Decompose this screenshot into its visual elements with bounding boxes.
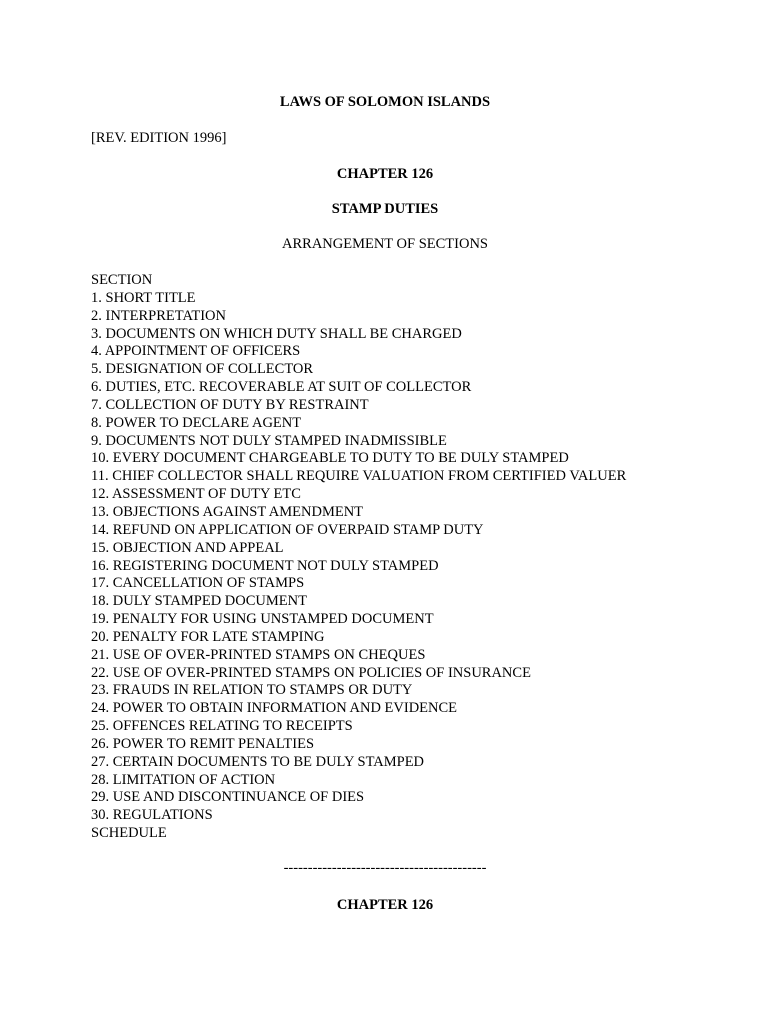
section-item: 26. POWER TO REMIT PENALTIES xyxy=(91,735,315,752)
section-item: 21. USE OF OVER-PRINTED STAMPS ON CHEQUES xyxy=(91,646,426,663)
section-item: 9. DOCUMENTS NOT DULY STAMPED INADMISSIBLE xyxy=(91,432,447,449)
section-item: 24. POWER TO OBTAIN INFORMATION AND EVIDENCE xyxy=(91,700,458,717)
section-list xyxy=(91,272,626,843)
section-item: 23. FRAUDS IN RELATION TO STAMPS OR DUTY xyxy=(91,682,413,699)
section-divider: ------------------------------------------ xyxy=(283,860,487,876)
section-label: SECTION xyxy=(91,272,153,288)
section-item: 2. INTERPRETATION xyxy=(91,307,226,324)
section-item: 6. DUTIES, ETC. RECOVERABLE AT SUIT OF COLLECTOR xyxy=(91,379,472,396)
act-title: STAMP DUTIES xyxy=(331,201,439,217)
arrangement-heading: ARRANGEMENT OF SECTIONS xyxy=(282,236,488,252)
section-item: 22. USE OF OVER-PRINTED STAMPS ON POLICIES OF INSURANCE xyxy=(91,664,531,681)
section-item: 4. APPOINTMENT OF OFFICERS xyxy=(91,343,301,360)
section-item: 5. DESIGNATION OF COLLECTOR xyxy=(91,361,314,378)
section-item: 17. CANCELLATION OF STAMPS xyxy=(91,575,305,592)
section-item: 8. POWER TO DECLARE AGENT xyxy=(91,414,302,431)
section-item: 30. REGULATIONS xyxy=(91,807,213,824)
schedule-label: SCHEDULE xyxy=(91,825,167,842)
section-item: 1. SHORT TITLE xyxy=(91,289,196,306)
chapter-footer-heading: CHAPTER 126 xyxy=(336,897,434,913)
section-item: 13. OBJECTIONS AGAINST AMENDMENT xyxy=(91,503,364,520)
section-item: 19. PENALTY FOR USING UNSTAMPED DOCUMENT xyxy=(91,611,434,628)
section-item: 28. LIMITATION OF ACTION xyxy=(91,771,276,788)
section-item: 27. CERTAIN DOCUMENTS TO BE DULY STAMPED xyxy=(91,753,425,770)
edition-note: [REV. EDITION 1996] xyxy=(91,130,227,146)
section-item: 16. REGISTERING DOCUMENT NOT DULY STAMPED xyxy=(91,557,439,574)
section-item: 12. ASSESSMENT OF DUTY ETC xyxy=(91,486,301,503)
section-item: 7. COLLECTION OF DUTY BY RESTRAINT xyxy=(91,396,369,413)
section-item: 14. REFUND ON APPLICATION OF OVERPAID STAMP DUTY xyxy=(91,521,484,538)
section-item: 18. DULY STAMPED DOCUMENT xyxy=(91,593,307,610)
law-title: LAWS OF SOLOMON ISLANDS xyxy=(279,94,491,110)
section-item: 20. PENALTY FOR LATE STAMPING xyxy=(91,628,325,645)
section-item: 3. DOCUMENTS ON WHICH DUTY SHALL BE CHARGED xyxy=(91,325,462,342)
section-item: 25. OFFENCES RELATING TO RECEIPTS xyxy=(91,718,353,735)
section-item: 10. EVERY DOCUMENT CHARGEABLE TO DUTY TO BE DULY STAMPED xyxy=(91,450,569,467)
section-item: 29. USE AND DISCONTINUANCE OF DIES xyxy=(91,789,365,806)
chapter-heading: CHAPTER 126 xyxy=(336,166,434,182)
section-item: 15. OBJECTION AND APPEAL xyxy=(91,539,284,556)
section-item: 11. CHIEF COLLECTOR SHALL REQUIRE VALUATION FROM CERTIFIED VALUER xyxy=(91,468,627,485)
